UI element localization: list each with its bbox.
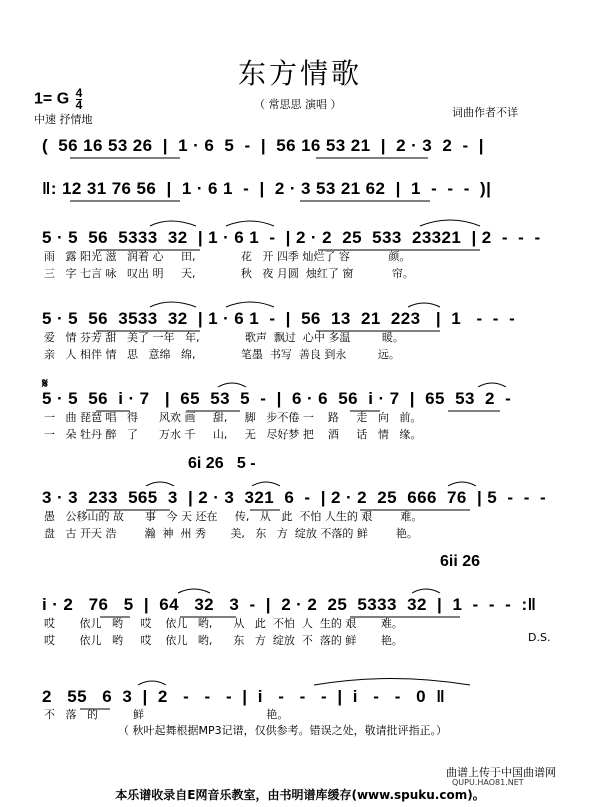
- slur: [178, 589, 210, 593]
- composer-credit: 词曲作者不详: [452, 106, 518, 119]
- slur: [150, 302, 196, 307]
- slur: [448, 482, 476, 486]
- lyric-line: 雨 露 阳光 滋 润着 心 田, 花 开 四季 灿烂了 容 颜。: [44, 250, 411, 263]
- ossia-phrase: 6ii 26: [440, 553, 481, 570]
- slur: [226, 221, 274, 226]
- notation-line: ‖: 12 31 76 56 | 1 · 6 1 - | 2 · 3 53 21 62 | 1 - - - )|: [42, 179, 492, 198]
- lyric-line: 愚 公移山的 故 事 今 天 还在 传, 从 此 不怕 人生的 艰 难。: [44, 510, 423, 523]
- ossia-phrase: 6i 26 5 -: [188, 455, 256, 472]
- notation-line: 3 · 3 233 565 3 | 2 · 3 321 6 - | 2 · 2 25 666 76 | 5 - - -: [42, 488, 547, 507]
- time-signature-top: 4: [75, 86, 83, 100]
- slur: [412, 589, 440, 593]
- lyric-line: 哎 依儿 哟 哎 依儿 哟, 东 方 绽放 不 落的 鲜 艳。: [44, 634, 403, 647]
- song-title: 东方情歌: [237, 57, 362, 90]
- key-label: 1= G: [34, 90, 70, 108]
- lyric-line: 哎 依儿 哟 哎 依儿 哟, 从 此 不怕 人 生的 艰 难。: [44, 617, 403, 630]
- lyric-line: 一 朵 牡丹 醉 了 万水 千 山, 无 尽好梦 把 酒 话 情 缘。: [44, 428, 422, 441]
- time-signature-bottom: 4: [75, 98, 83, 112]
- lyric-line: 爱 情 芬芳 甜 美了 一年 年, 歌声 飘过 心中 多温 暖。: [44, 331, 404, 344]
- slur: [314, 679, 470, 686]
- lyric-line: 亲 人 相伴 情 思 意绵 绵, 笔墨 书写 善良 到永 远。: [44, 348, 400, 361]
- dal-segno-marking: D.S.: [528, 631, 551, 644]
- slur: [478, 383, 506, 387]
- watermark-line-1: 曲谱上传于中国曲谱网: [446, 766, 556, 779]
- slur: [420, 220, 480, 226]
- tempo-marking: 中速 抒情地: [34, 113, 93, 126]
- lyric-line: 三 字 七言 咏 叹出 明 天, 秋 夜 月圆 烛红了 窗 帘。: [44, 267, 414, 280]
- source-footer: 本乐谱收录自E网音乐教室，由书明谱库缓存(www.spuku.com)。: [115, 788, 485, 802]
- slur: [138, 681, 166, 685]
- lyric-line: 一 曲 琵琶 唱 得 风欢 画 甜, 脚 步不倦 一 路 走 向 前。: [44, 411, 422, 424]
- transcription-note: （ 秋叶起舞根据MP3记谱，仅供参考。错误之处，敬请批评指正。）: [118, 724, 448, 737]
- notation-line: ( 56 16 53 26 | 1 · 6 5 - | 56 16 53 21 | 2 · 3 2 - |: [42, 136, 484, 155]
- time-signature: [76, 88, 83, 111]
- key-signature: [34, 88, 82, 111]
- slur: [150, 221, 196, 226]
- slur: [408, 303, 440, 307]
- notation-line: 5 · 5 56 i · 7 | 65 53 5 - | 6 · 6 56 i · 7 | 65 53 2 -: [42, 389, 512, 408]
- notation-line: i · 2 76 5 | 64 32 3 - | 2 · 2 25 5333 32 | 1 - - - :‖: [42, 595, 537, 614]
- lyric-line: 不 落 的 鲜 艳。: [44, 708, 289, 721]
- slur: [146, 482, 174, 486]
- slur: [218, 383, 246, 387]
- notation-line: 5 · 5 56 5333 32 | 1 · 6 1 - | 2 · 2 25 533 23321 | 2 - - -: [42, 228, 541, 247]
- watermark-line-2: QUPU.HAO81.NET: [452, 778, 524, 787]
- lyric-line: 盘 古 开天 浩 瀚 神 州 秀 美, 东 方 绽放 不落的 鲜 艳。: [44, 527, 418, 540]
- notation-line: 5 · 5 56 3533 32 | 1 · 6 1 - | 56 13 21 223 | 1 - - -: [42, 309, 516, 328]
- slur: [252, 482, 280, 486]
- singer-credit: （ 常思思 演唱 ）: [254, 98, 342, 111]
- segno-icon: 𝄋: [42, 376, 49, 392]
- slur: [226, 302, 274, 307]
- notation-line: 2 55 6 3 | 2 - - - | i - - - | i - - 0 ‖: [42, 687, 446, 706]
